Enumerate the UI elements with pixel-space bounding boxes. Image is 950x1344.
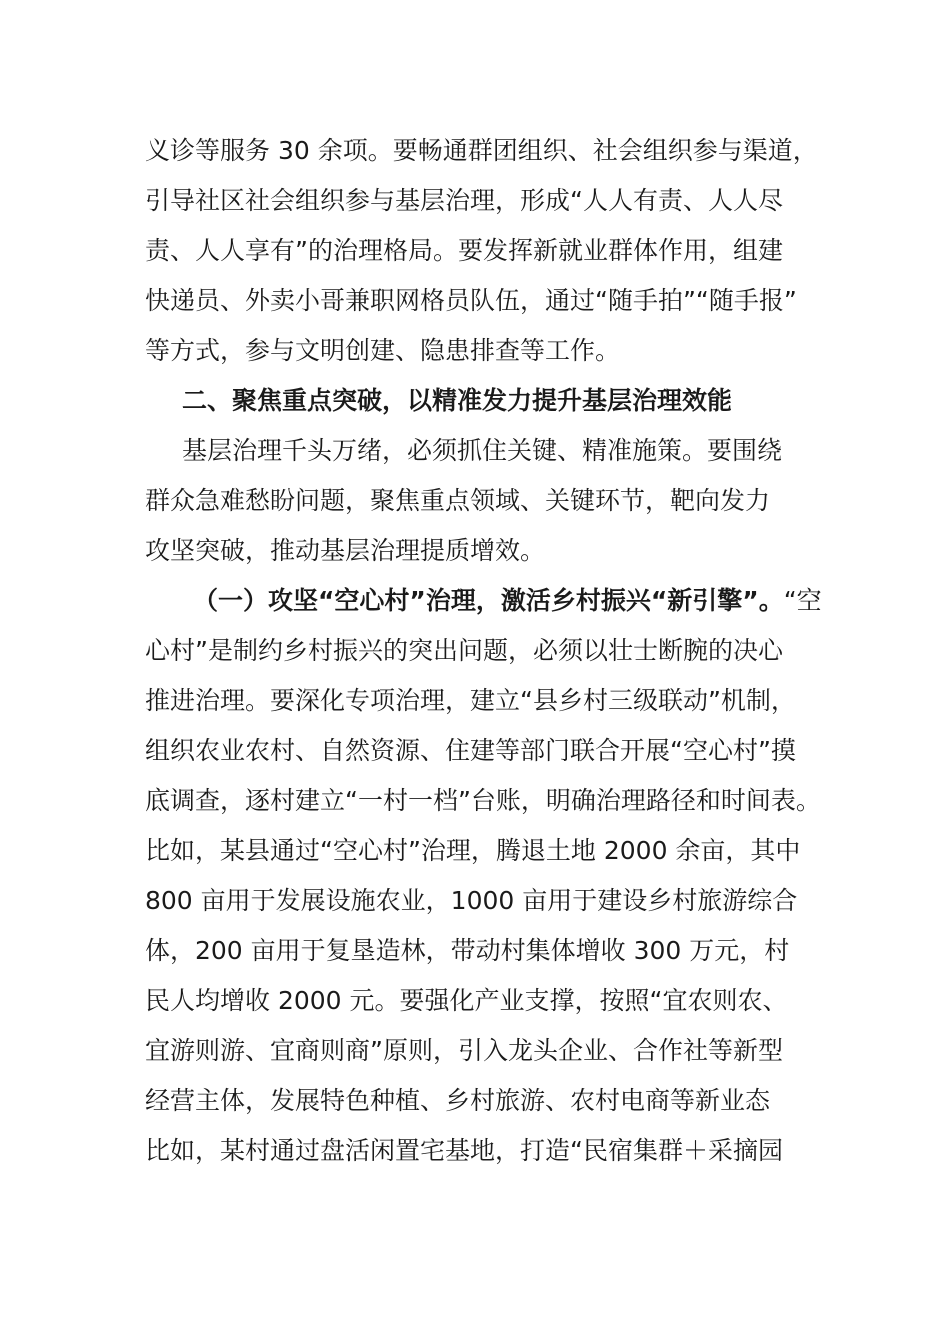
text-line: 民人均增收 2000 元。要强化产业支撑，按照“宜农则农、 — [145, 986, 788, 1015]
text-line: 群众急难愁盼问题，聚焦重点领域、关键环节，靶向发力 — [145, 486, 771, 515]
text-line: 责、人人享有”的治理格局。要发挥新就业群体作用，组建 — [145, 236, 783, 265]
text-line: 宜游则游、宜商则商”原则，引入龙头企业、合作社等新型 — [145, 1036, 783, 1065]
document-body — [145, 126, 825, 1176]
paragraph-start-line: 基层治理千头万绪，必须抓住关键、精准施策。要围绕 — [182, 436, 783, 465]
text-line: 底调查，逐村建立“一村一档”台账，明确治理路径和时间表。 — [145, 786, 821, 815]
text-line: 800 亩用于发展设施农业，1000 亩用于建设乡村旅游综合 — [145, 886, 798, 915]
text-line: 攻坚突破，推动基层治理提质增效。 — [145, 536, 546, 565]
text-line: 快递员、外卖小哥兼职网格员队伍，通过“随手拍”“随手报” — [145, 286, 797, 315]
text-line: 义诊等服务 30 余项。要畅通群团组织、社会组织参与渠道， — [145, 136, 818, 165]
text-line: 心村”是制约乡村振兴的突出问题，必须以壮士断腕的决心 — [145, 636, 783, 665]
subsection-line — [145, 576, 825, 626]
subsection-text: “空 — [783, 586, 822, 615]
text-line: 比如，某村通过盘活闲置宅基地，打造“民宿集群＋采摘园 — [145, 1136, 783, 1165]
text-line: 比如，某县通过“空心村”治理，腾退土地 2000 余亩，其中 — [145, 836, 801, 865]
text-line: 体，200 亩用于复垦造林，带动村集体增收 300 万元，村 — [145, 936, 790, 965]
text-line: 引导社区社会组织参与基层治理，形成“人人有责、人人尽 — [145, 186, 783, 215]
subsection-heading: （一）攻坚“空心村”治理，激活乡村振兴“新引擎”。 — [193, 586, 784, 615]
text-line: 组织农业农村、自然资源、住建等部门联合开展“空心村”摸 — [145, 736, 796, 765]
text-line: 经营主体，发展特色种植、乡村旅游、农村电商等新业态 — [145, 1086, 771, 1115]
text-line: 等方式，参与文明创建、隐患排查等工作。 — [145, 336, 621, 365]
section-heading: 二、聚焦重点突破，以精准发力提升基层治理效能 — [182, 386, 733, 415]
text-line: 推进治理。要深化专项治理，建立“县乡村三级联动”机制， — [145, 686, 796, 715]
